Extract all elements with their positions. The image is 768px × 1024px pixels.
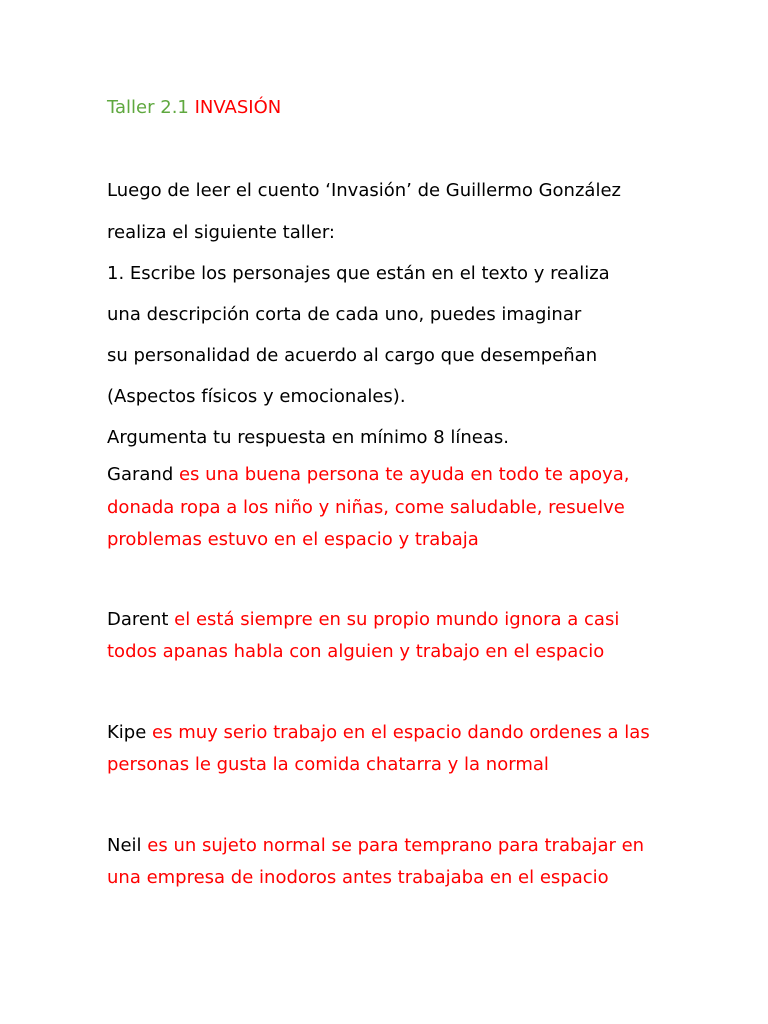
character-name-darent: Darent [107,609,169,630]
answer-text: personas le gusta la comida chatarra y la normal [107,754,549,775]
instruction-line: Luego de leer el cuento ‘Invasión’ de Guillermo González [107,180,621,201]
instruction-line: realiza el siguiente taller: [107,222,335,243]
instruction-line: Argumenta tu respuesta en mínimo 8 líneas. [107,427,510,448]
character-name-neil: Neil [107,835,142,856]
answer-text: es un sujeto normal se para temprano para trabajar en [147,835,645,856]
answer-neil-line [107,835,644,857]
instruction-line: su personalidad de acuerdo al cargo que desempeñan [107,345,598,366]
answer-darent-line [107,609,619,631]
instruction-line: 1. Escribe los personajes que están en el texto y realiza [107,263,610,284]
answer-text: donada ropa a los niño y niñas, come saludable, resuelve [107,497,625,518]
instruction-line: (Aspectos físicos y emocionales). [107,386,406,407]
character-name-garand: Garand [107,464,174,485]
answer-kipe-line [107,722,650,744]
title-prefix: Taller 2.1 [107,97,189,118]
answer-text: es muy serio trabajo en el espacio dando ordenes a las [152,722,650,743]
title-main: INVASIÓN [194,97,282,118]
character-name-kipe: Kipe [107,722,147,743]
document-title [107,97,281,119]
answer-garand-line [107,464,630,486]
answer-text: problemas estuvo en el espacio y trabaja [107,529,479,550]
answer-text: es una buena persona te ayuda en todo te apoya, [178,464,630,485]
answer-text: todos apanas habla con alguien y trabajo en el espacio [107,641,605,662]
instruction-line: una descripción corta de cada uno, puedes imaginar [107,304,582,325]
answer-text: el está siempre en su propio mundo ignora a casi [174,609,620,630]
answer-text: una empresa de inodoros antes trabajaba en el espacio [107,867,609,888]
